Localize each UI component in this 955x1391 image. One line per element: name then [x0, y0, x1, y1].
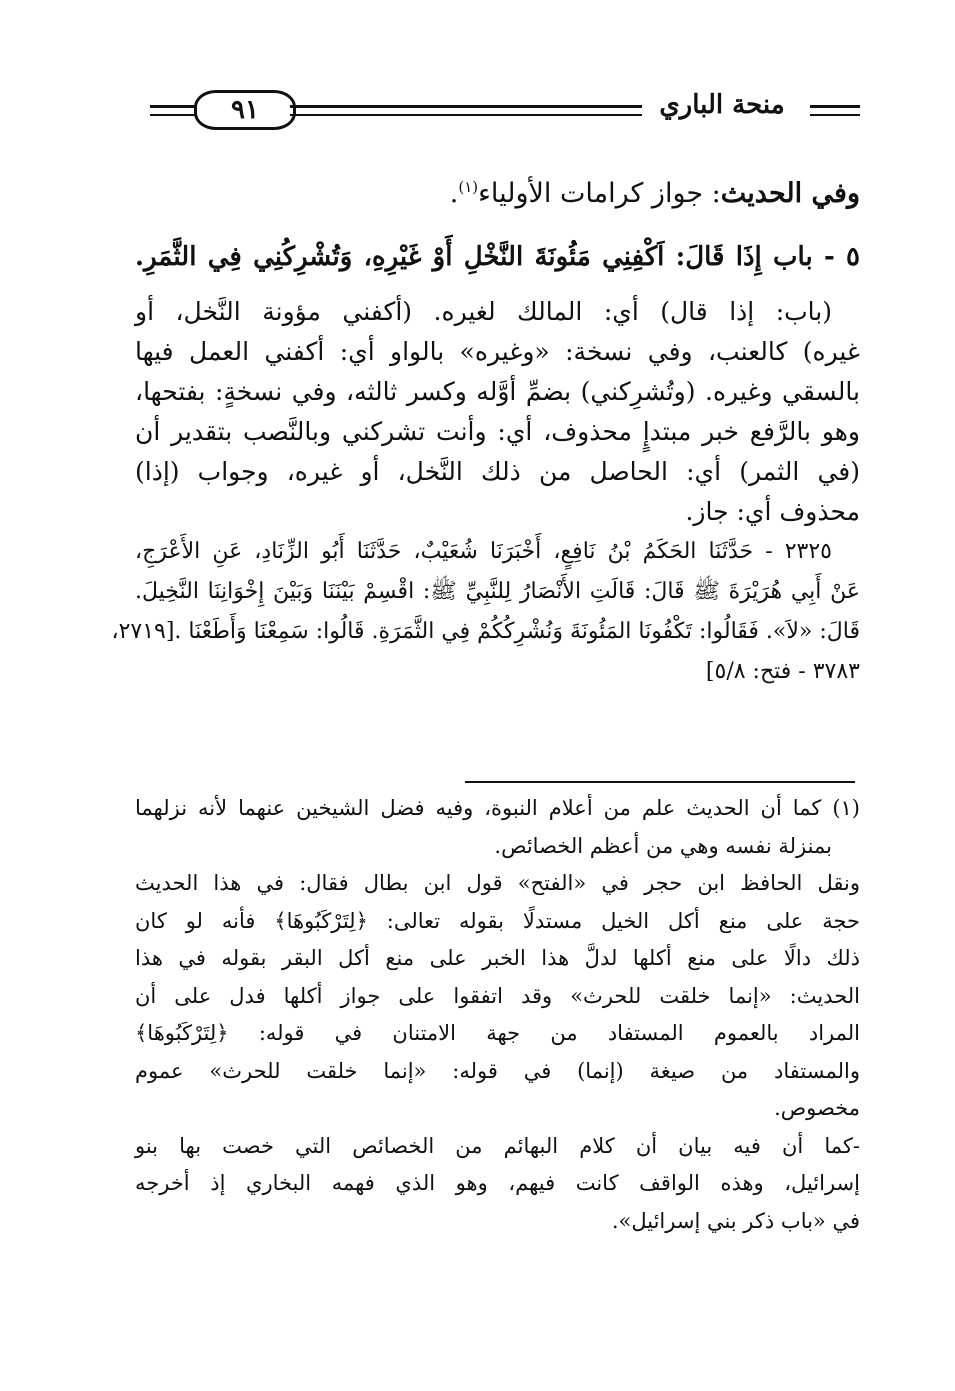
commentary-line: وهو بالرَّفع خبر مبتدإٍ محذوف، أي: وأنت تشركني وبالنَّصب بتقدير أن: [135, 417, 860, 446]
commentary-line: بالسقي وغيره. (وتُشرِكني) بضمِّ أوَّله وكسر ثالثه، وفي نسخةٍ: بفتحها،: [135, 377, 860, 406]
book-title: منحة الباري: [659, 90, 785, 120]
page-header: [150, 88, 860, 132]
hadith-line: عَنْ أَبِي هُرَيْرَةَ ﷺ قَالَ: قَالَتِ الأَنْصَارُ لِلنَّبِيِّ ﷺ: اقْسِمْ بَيْنَنَا وَبَيْنَ إِخْوَانِنَا النَّخِيلَ.: [135, 579, 860, 604]
footnote-line: حجة على منع أكل الخيل مستدلًا بقوله تعالى: ﴿لِتَرْكَبُوهَا﴾ فأنه لو كان: [135, 908, 860, 933]
hadith: [111, 532, 860, 692]
footnote-line: مخصوص.: [774, 1096, 860, 1120]
hadith-line: قَالَ: «لاَ». فَقَالُوا: تَكْفُونَا المَئُونَةَ وَنُشْرِكُكُمْ فِي الثَّمَرَةِ. قَالُوا: سَمِعْنَا وَأَطَعْنَا .[٢٧١٩،: [111, 619, 860, 644]
footnote-line: -كما أن فيه بيان أن كلام البهائم من الخصائص التي خصت بها بنو: [135, 1133, 860, 1158]
footnote-line: ونقل الحافظ ابن حجر في «الفتح» قول ابن بطال فقال: في هذا الحديث: [135, 871, 860, 895]
footnote-line: المراد بالعموم المستفاد من جهة الامتنان في قوله: ﴿لِتَرْكَبُوهَا﴾: [135, 1021, 860, 1045]
hadith-line: ٣٧٨٣ - فتح: ٥/٨]: [705, 659, 860, 684]
footnote-line: إسرائيل، وهذه الواقف كانت فيهم، وهو الذي فهمه البخاري إذ أخرجه: [135, 1171, 860, 1195]
footnote-line: في «باب ذكر بني إسرائيل».: [611, 1208, 860, 1233]
footnote-line: والمستفاد من صيغة (إنما) في قوله: «إنما خلقت للحرث» عموم: [135, 1058, 860, 1083]
footnote-ref: (١): [458, 178, 479, 196]
commentary-line: محذوف أي: جاز.: [685, 497, 860, 526]
commentary: [135, 292, 860, 532]
footnote-line: ذلك دالًا على منع أكلها لدلَّ هذا الخبر على منع أكل البقر بقوله في هذا: [135, 946, 860, 970]
header-rule-right: [810, 105, 860, 116]
footnote-line: بمنزلة نفسه وهي من أعظم الخصائص.: [494, 833, 832, 858]
intro-label: وفي الحديث: [720, 178, 860, 209]
hadith-line: ٢٣٢٥ - حَدَّثَنَا الحَكَمُ بْنُ نَافِعٍ، أَخْبَرَنَا شُعَيْبٌ، حَدَّثَنَا أَبُو الزِّنَادِ، عَنِ الأَعْرَجِ،: [135, 539, 832, 564]
footnote-separator: [465, 781, 855, 783]
footnote-line: الحديث: «إنما خلقت للحرث» وقد اتفقوا على جواز أكلها فدل على أن: [135, 983, 860, 1008]
commentary-line: (في الثمر) أي: الحاصل من ذلك النَّخل، أو غيره، وجواب (إذا): [135, 457, 860, 486]
footnotes: [135, 790, 860, 1240]
intro-end: .: [449, 178, 459, 209]
commentary-line: غيره) كالعنب، وفي نسخة: «وغيره» بالواو أي: أكفني العمل فيها: [135, 337, 860, 366]
page-number: ٩١: [194, 90, 296, 130]
header-rule-middle: [290, 105, 642, 116]
intro-text: : جواز كرامات الأولياء: [478, 178, 721, 209]
commentary-line: (باب: إذا قال) أي: المالك لغيره. (أكفني مؤونة النَّخل، أو: [135, 297, 832, 326]
main-text: [111, 160, 860, 692]
intro-line: [135, 160, 860, 214]
chapter-title: ٥ - باب إِذَا قَالَ: اَكْفِنِي مَئُونَةَ النَّخْلِ أَوْ غَيْرِهِ، وَتُشْرِكُنِي فِي الثَّمَرِ.: [135, 242, 860, 272]
footnote-line: (١) كما أن الحديث علم من أعلام النبوة، وفيه فضل الشيخين عنهما لأنه نزلهما: [135, 796, 860, 820]
